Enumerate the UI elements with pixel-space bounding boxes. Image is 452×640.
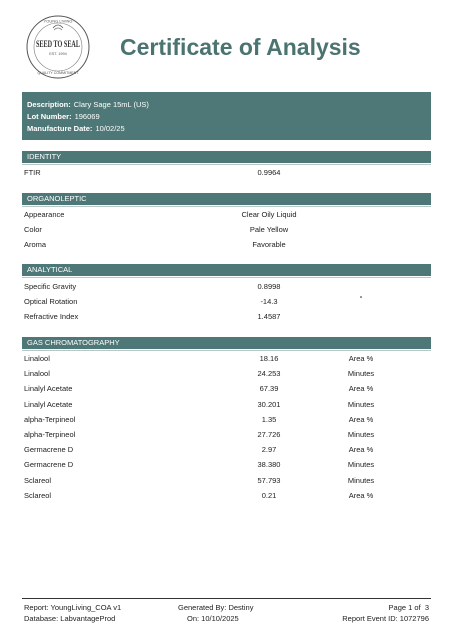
test-name: alpha-Terpineol	[24, 415, 76, 424]
test-name: Linalool	[24, 369, 50, 378]
manufacture-date-row	[27, 123, 431, 135]
test-name: Linalyl Acetate	[24, 400, 73, 409]
table-row	[22, 430, 431, 440]
section-header-identity: IDENTITY	[22, 151, 431, 163]
test-name: Sclareol	[24, 491, 52, 500]
test-unit: Area %	[348, 354, 374, 363]
lot-number-label: Lot Number:	[27, 112, 72, 121]
test-unit: °	[359, 294, 363, 303]
table-row	[22, 210, 431, 220]
test-unit: Area %	[348, 445, 374, 454]
test-unit: Minutes	[347, 460, 375, 469]
footer-event-id: Report Event ID: 1072796	[342, 614, 429, 623]
table-row	[22, 415, 431, 425]
table-row	[22, 312, 431, 322]
test-value: 57.793	[257, 476, 281, 485]
test-value: Favorable	[252, 240, 286, 249]
table-row	[22, 225, 431, 235]
test-unit: Area %	[348, 384, 374, 393]
table-row	[22, 282, 431, 292]
description-row	[27, 99, 431, 111]
lot-number-row	[27, 111, 431, 123]
table-row	[22, 460, 431, 470]
test-unit: Minutes	[347, 476, 375, 485]
test-name: Linalool	[24, 354, 50, 363]
test-name: FTIR	[24, 168, 41, 177]
test-name: Germacrene D	[24, 460, 74, 469]
test-value: Pale Yellow	[249, 225, 289, 234]
test-unit: Area %	[348, 491, 374, 500]
section-divider	[22, 277, 431, 278]
section-divider	[22, 206, 431, 207]
test-value: 24.253	[257, 369, 281, 378]
test-name: Germacrene D	[24, 445, 74, 454]
table-row	[22, 168, 431, 178]
footer-divider	[22, 598, 431, 599]
test-name: Sclareol	[24, 476, 52, 485]
section-divider	[22, 350, 431, 351]
footer-generated-on: On: 10/10/2025	[187, 614, 239, 623]
test-value: 0.21	[261, 491, 277, 500]
logo-top-text: YOUNG LIVING	[43, 18, 73, 24]
description-label: Description:	[27, 100, 71, 109]
section-header-analytical: ANALYTICAL	[22, 264, 431, 276]
test-value: Clear Oily Liquid	[241, 210, 297, 219]
test-name: Aroma	[24, 240, 47, 249]
test-value: 0.8998	[257, 282, 281, 291]
logo-main-text: SEED TO SEAL	[36, 39, 80, 49]
test-unit: Minutes	[347, 430, 375, 439]
table-row	[22, 240, 431, 250]
test-name: Refractive Index	[24, 312, 79, 321]
test-value: 30.201	[257, 400, 281, 409]
footer-generated-by: Generated By: Destiny	[178, 603, 254, 612]
table-row	[22, 491, 431, 501]
section-header-gas-chromatography: GAS CHROMATOGRAPHY	[22, 337, 431, 349]
test-name: Appearance	[24, 210, 65, 219]
logo-sub-text: EST. 1994	[49, 52, 67, 56]
table-row	[22, 354, 431, 364]
description-value: Clary Sage 15mL (US)	[73, 100, 149, 109]
table-row	[22, 445, 431, 455]
test-name: Linalyl Acetate	[24, 384, 73, 393]
section-header-organoleptic: ORGANOLEPTIC	[22, 193, 431, 205]
test-unit: Minutes	[347, 369, 375, 378]
footer-report: Report: YoungLiving_COA v1	[24, 603, 122, 612]
test-value: 1.35	[261, 415, 277, 424]
footer-database: Database: LabvantageProd	[24, 614, 116, 623]
test-value: -14.3	[260, 297, 278, 306]
product-info-box	[22, 92, 431, 140]
test-unit: Minutes	[347, 400, 375, 409]
lot-number-value: 196069	[74, 112, 100, 121]
test-value: 27.726	[257, 430, 281, 439]
table-row	[22, 476, 431, 486]
test-value: 1.4587	[257, 312, 281, 321]
table-row	[22, 384, 431, 394]
footer-page-number: Page 1 of 3	[388, 603, 429, 612]
test-name: Color	[24, 225, 42, 234]
table-row	[22, 294, 431, 307]
test-name: Specific Gravity	[24, 282, 77, 291]
test-name: alpha-Terpineol	[24, 430, 76, 439]
manufacture-date-value: 10/02/25	[95, 124, 125, 133]
table-row	[22, 400, 431, 410]
seal-logo-icon	[25, 14, 91, 80]
manufacture-date-label: Manufacture Date:	[27, 124, 93, 133]
page-title: Certificate of Analysis	[120, 34, 361, 60]
section-divider	[22, 164, 431, 165]
table-row	[22, 369, 431, 379]
test-value: 0.9964	[257, 168, 281, 177]
test-value: 18.16	[259, 354, 279, 363]
logo-bottom-text: QUALITY COMMITMENT	[37, 71, 79, 75]
seed-to-seal-logo	[25, 14, 91, 80]
test-value: 67.39	[259, 384, 279, 393]
test-value: 38.380	[257, 460, 281, 469]
test-name: Optical Rotation	[24, 297, 78, 306]
test-value: 2.97	[261, 445, 277, 454]
test-unit: Area %	[348, 415, 374, 424]
